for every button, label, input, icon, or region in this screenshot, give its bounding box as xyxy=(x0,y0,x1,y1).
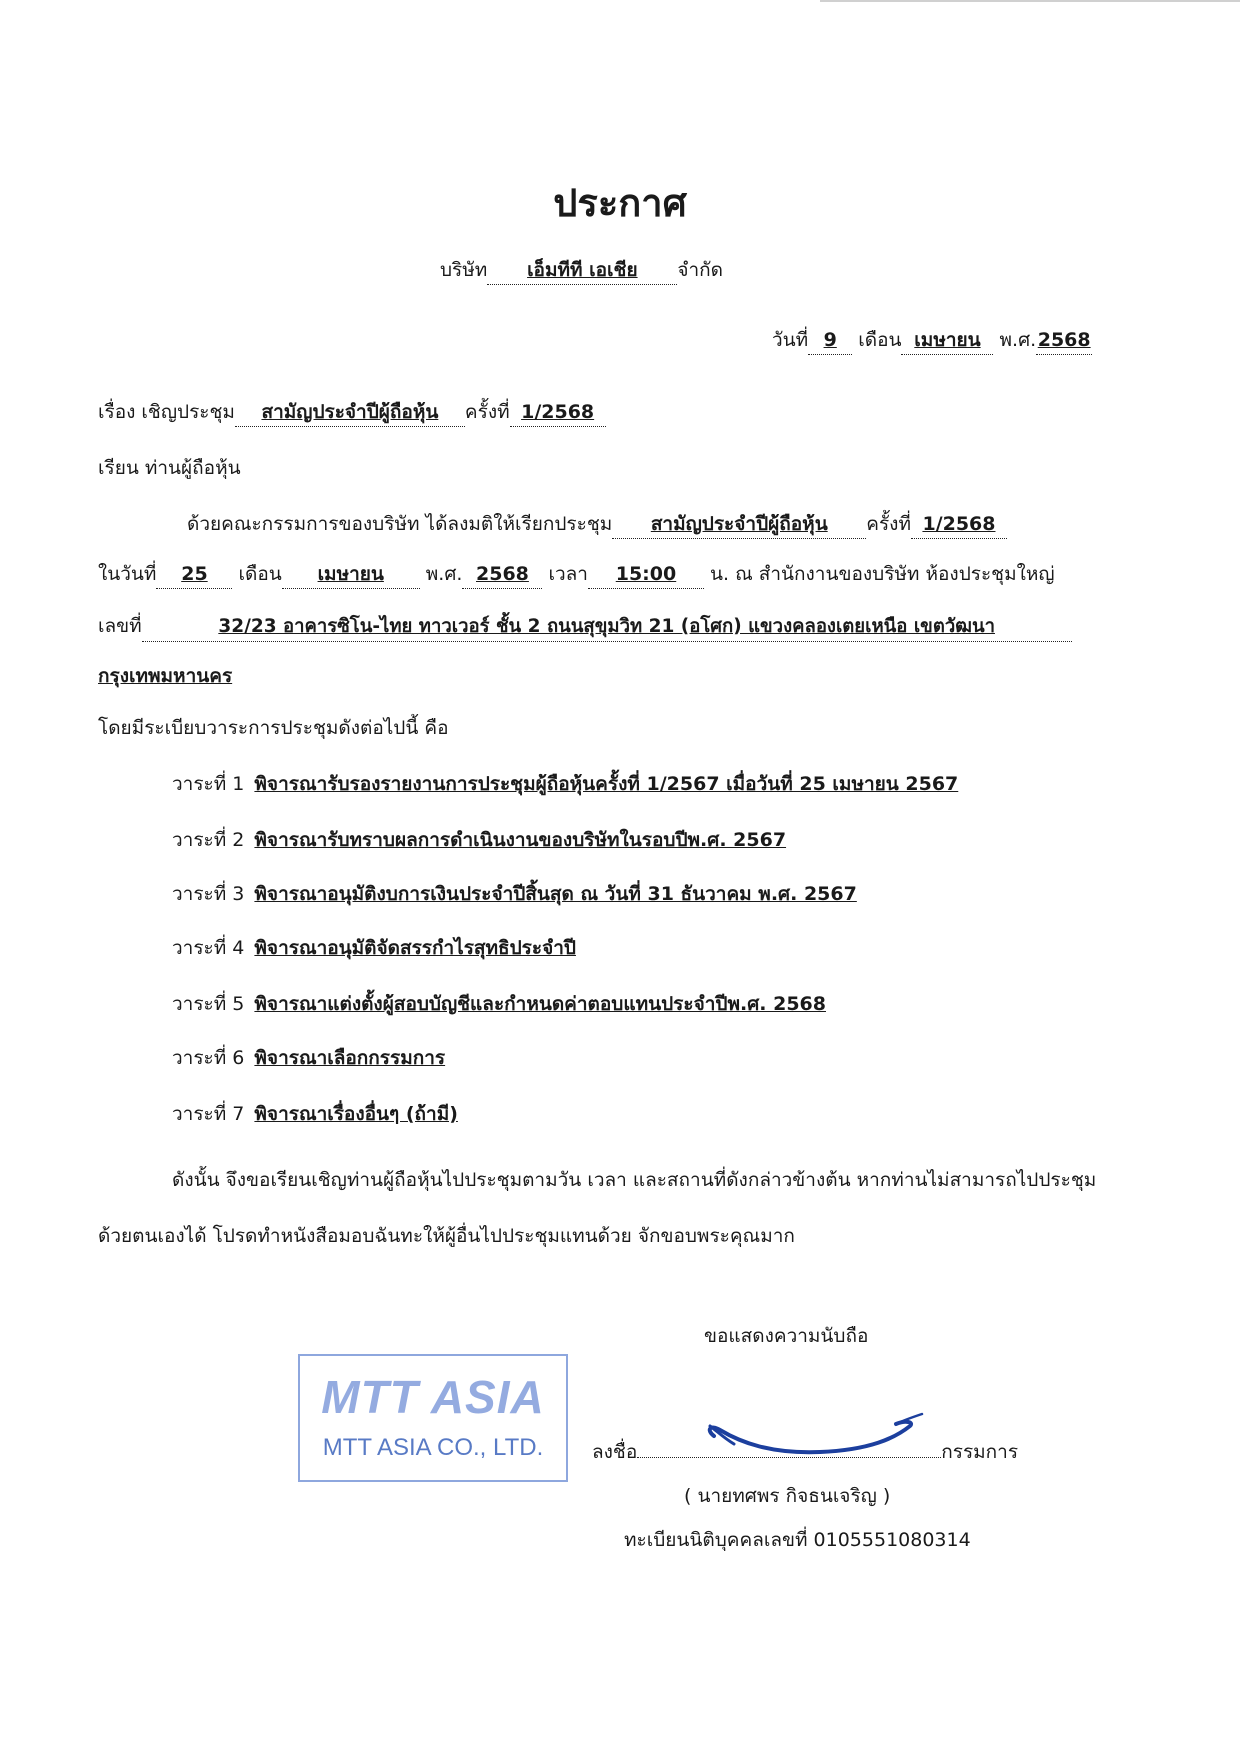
sign-label: ลงชื่อ xyxy=(592,1441,638,1463)
month-label: เดือน xyxy=(858,329,902,351)
meeting-day: 25 xyxy=(156,560,232,589)
company-stamp xyxy=(298,1354,568,1482)
meeting-year: 2568 xyxy=(462,560,542,589)
meeting-time-label: เวลา xyxy=(548,563,588,585)
agenda-item-label: วาระที่ 4 xyxy=(172,937,245,959)
body-line-1 xyxy=(187,510,1007,539)
company-line xyxy=(440,256,723,285)
agenda-item xyxy=(172,934,576,962)
agenda-item-text: พิจารณารับทราบผลการดำเนินงานของบริษัทในรอบปีพ.ศ. 2567 xyxy=(254,829,787,851)
closing-line-2: ด้วยตนเองได้ โปรดทำหนังสือมอบฉันทะให้ผู้อื่นไปประชุมแทนด้วย จักขอบพระคุณมาก xyxy=(98,1225,795,1247)
subject-label: เรื่อง เชิญประชุม xyxy=(98,401,235,423)
agenda-item-label: วาระที่ 3 xyxy=(172,883,245,905)
agenda-item xyxy=(172,1044,445,1072)
agenda-item xyxy=(172,826,786,854)
regards: ขอแสดงความนับถือ xyxy=(704,1325,869,1347)
address-value: 32/23 อาคารซิโน-ไทย ทาวเวอร์ ชั้น 2 ถนนสุขุมวิท 21 (อโศก) แขวงคลองเตยเหนือ เขตวัฒนา xyxy=(142,613,1072,642)
agenda-item-text: พิจารณาเรื่องอื่นๆ (ถ้ามี) xyxy=(254,1103,458,1125)
document-heading: ประกาศ xyxy=(553,181,687,225)
agenda-item-label: วาระที่ 7 xyxy=(172,1103,245,1125)
date-line xyxy=(772,326,1092,355)
meeting-venue: น. ณ สำนักงานของบริษัท ห้องประชุมใหญ่ xyxy=(710,563,1055,585)
agenda-item-text: พิจารณารับรองรายงานการประชุมผู้ถือหุ้นครั้งที่ 1/2567 เมื่อวันที่ 25 เมษายน 2567 xyxy=(254,773,959,795)
agenda-item-label: วาระที่ 5 xyxy=(172,993,245,1015)
agenda-intro: โดยมีระเบียบวาระการประชุมดังต่อไปนี้ คือ xyxy=(98,717,449,739)
day-label: วันที่ xyxy=(772,329,809,351)
salutation: เรียน ท่านผู้ถือหุ้น xyxy=(98,457,241,479)
agenda-item-text: พิจารณาอนุมัติจัดสรรกำไรสุทธิประจำปี xyxy=(254,937,576,959)
company-prefix: บริษัท xyxy=(440,259,488,281)
address-city: กรุงเทพมหานคร xyxy=(98,665,233,687)
subject-no-label: ครั้งที่ xyxy=(464,401,510,423)
body-line-2 xyxy=(98,560,1055,589)
agenda-item xyxy=(172,770,958,798)
body-no-label: ครั้งที่ xyxy=(866,513,911,535)
subject-line xyxy=(98,398,606,427)
handwritten-signature xyxy=(700,1404,930,1464)
scan-edge-line xyxy=(820,0,1240,2)
subject-meeting: สามัญประจำปีผู้ถือหุ้น xyxy=(235,398,465,427)
month-value: เมษายน xyxy=(901,326,993,355)
agenda-item xyxy=(172,880,857,908)
company-suffix: จำกัด xyxy=(677,259,723,281)
body-meeting: สามัญประจำปีผู้ถือหุ้น xyxy=(612,510,866,539)
subject-no: 1/2568 xyxy=(510,398,606,427)
body-intro: ด้วยคณะกรรมการของบริษัท ได้ลงมติให้เรียกประชุม xyxy=(187,513,613,535)
agenda-item-label: วาระที่ 6 xyxy=(172,1047,245,1069)
body-line-3 xyxy=(98,612,1072,642)
agenda-item xyxy=(172,990,826,1018)
agenda-item-label: วาระที่ 1 xyxy=(172,773,245,795)
meeting-time: 15:00 xyxy=(588,560,704,589)
agenda-item-text: พิจารณาอนุมัติงบการเงินประจำปีสิ้นสุด ณ วันที่ 31 ธันวาคม พ.ศ. 2567 xyxy=(254,883,857,905)
year-value: 2568 xyxy=(1036,326,1092,355)
body-no: 1/2568 xyxy=(911,510,1007,539)
signer-name: ( นายทศพร กิจธนเจริญ ) xyxy=(684,1485,891,1507)
meeting-year-label: พ.ศ. xyxy=(425,563,463,585)
agenda-item-text: พิจารณาแต่งตั้งผู้สอบบัญชีและกำหนดค่าตอบแทนประจำปีพ.ศ. 2568 xyxy=(254,993,826,1015)
stamp-company: MTT ASIA CO., LTD. xyxy=(322,1434,544,1461)
agenda-item xyxy=(172,1100,458,1128)
registration-number: ทะเบียนนิติบุคคลเลขที่ 0105551080314 xyxy=(624,1529,971,1551)
day-value: 9 xyxy=(808,326,852,355)
meeting-month-label: เดือน xyxy=(238,563,282,585)
address-label: เลขที่ xyxy=(98,615,142,637)
meeting-day-label: ในวันที่ xyxy=(98,563,157,585)
meeting-month: เมษายน xyxy=(282,560,420,589)
year-label: พ.ศ. xyxy=(999,329,1037,351)
closing-line-1: ดังนั้น จึงขอเรียนเชิญท่านผู้ถือหุ้นไปประชุมตามวัน เวลา และสถานที่ดังกล่าวข้างต้น หากท่านไม่สามารถไปประชุม xyxy=(172,1169,1097,1191)
signer-role: กรรมการ xyxy=(941,1441,1019,1463)
company-name: เอ็มทีที เอเชีย xyxy=(487,256,677,285)
agenda-item-text: พิจารณาเลือกกรรมการ xyxy=(254,1047,446,1069)
stamp-logo: MTT ASIA xyxy=(321,1371,545,1423)
agenda-item-label: วาระที่ 2 xyxy=(172,829,245,851)
